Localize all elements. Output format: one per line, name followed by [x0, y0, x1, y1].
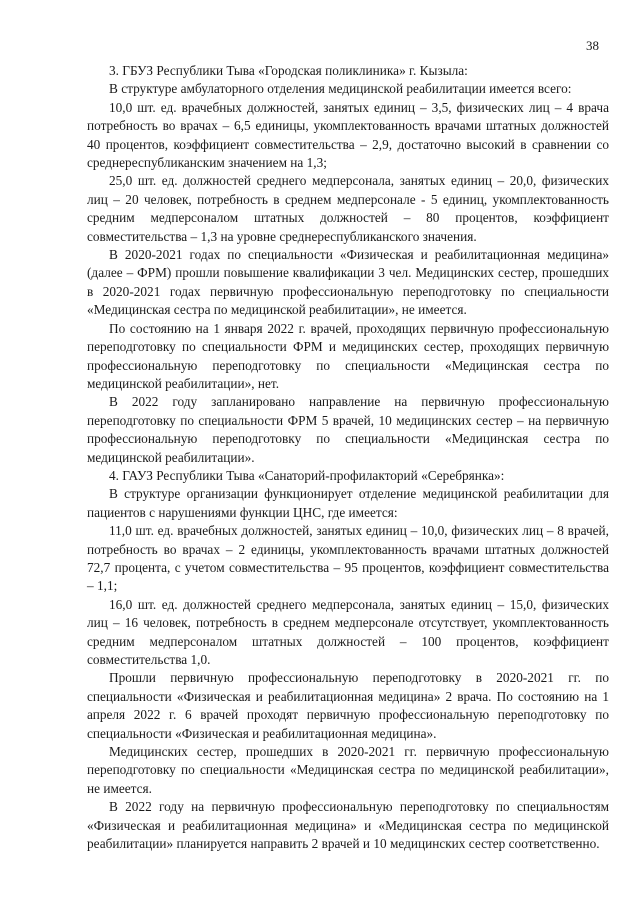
- paragraph: Прошли первичную профессиональную переподготовку в 2020-2021 гг. по специальности «Физическая и реабилитационная медицина» 2 врача. По состоянию на 1 апреля 2022 г. 6 врачей проходят первичную профессиональную переподготовку по специальности «Физическая и реабилитационная медицина».: [87, 670, 609, 741]
- page-number: 38: [586, 38, 599, 53]
- paragraph: В 2022 году на первичную профессиональную переподготовку по специальностям «Физическая и реабилитационная медицина» и «Медицинская сестра по медицинской реабилитации» планируется направить 2 врачей и 10 медицинских сестер соответственно.: [87, 799, 609, 852]
- paragraph: В 2020-2021 годах по специальности «Физическая и реабилитационная медицина» (далее – ФРМ) прошли повышение квалификации 3 чел. Медицинских сестер, прошедших в 2020-2021 годах первичную профессиональную переподготовку по специальности «Медицинская сестра по медицинской реабилитации», не имеется.: [87, 247, 609, 318]
- section-heading-sanatorium: 4. ГАУЗ Республики Тыва «Санаторий-профилакторий «Серебрянка»:: [109, 467, 505, 483]
- paragraph: В структуре организации функционирует отделение медицинской реабилитации для пациентов с нарушениями функции ЦНС, где имеется:: [87, 486, 609, 520]
- paragraph: В 2022 году запланировано направление на первичную профессиональную переподготовку по специальности ФРМ 5 врачей, 10 медицинских сестер – на первичную профессиональную переподготовку по специальности «Медицинская сестра по медицинской реабилитации».: [87, 394, 609, 465]
- section-heading-polyclinic: 3. ГБУЗ Республики Тыва «Городская поликлиника» г. Кызыла:: [109, 63, 468, 78]
- paragraph: В структуре амбулаторного отделения медицинской реабилитации имеется всего:: [109, 81, 572, 97]
- paragraph: 25,0 шт. ед. должностей среднего медперсонала, занятых единиц – 20,0, физических лиц – 20 человек, потребность в среднем медперсонале - 5 единиц, укомплектованность средним медперсоналом штатных должностей – 80 процентов, коэффициент совместительства – 1,3 на уровне среднереспубликанского значения.: [87, 173, 609, 244]
- paragraph: По состоянию на 1 января 2022 г. врачей, проходящих первичную профессиональную переподготовку по специальности ФРМ и медицинских сестер, проходящих первичную профессиональную переподготовку по специальности «Медицинская сестра по медицинской реабилитации», нет.: [87, 320, 609, 391]
- paragraph: Медицинских сестер, прошедших в 2020-2021 гг. первичную профессиональную переподготовку по специальности «Медицинская сестра по медицинской реабилитации», не имеется.: [87, 744, 609, 796]
- paragraph: 11,0 шт. ед. врачебных должностей, занятых единиц – 10,0, физических лиц – 8 врачей, потребность во врачах – 2 единицы, укомплектованность врачами штатных должностей 72,7 процента, с учетом совместительства – 95 процентов, коэффициент совместительства – 1,1;: [87, 523, 609, 594]
- paragraph: 16,0 шт. ед. должностей среднего медперсонала, занятых единиц – 15,0, физических лиц – 16 человек, потребность в среднем медперсонале отсутствует, укомплектованность средним медперсоналом штатных должностей – 100 процентов, коэффициент совместительства 1,0.: [87, 596, 609, 667]
- paragraph: 10,0 шт. ед. врачебных должностей, занятых единиц – 3,5, физических лиц – 4 врача потребность во врачах – 6,5 единицы, укомплектованность врачами штатных должностей 40 процентов, коэффициент совместительства – 2,9, достаточно высокий в сравнении со среднереспубликанским значением на 1,3;: [87, 99, 609, 171]
- document-body: [87, 62, 609, 853]
